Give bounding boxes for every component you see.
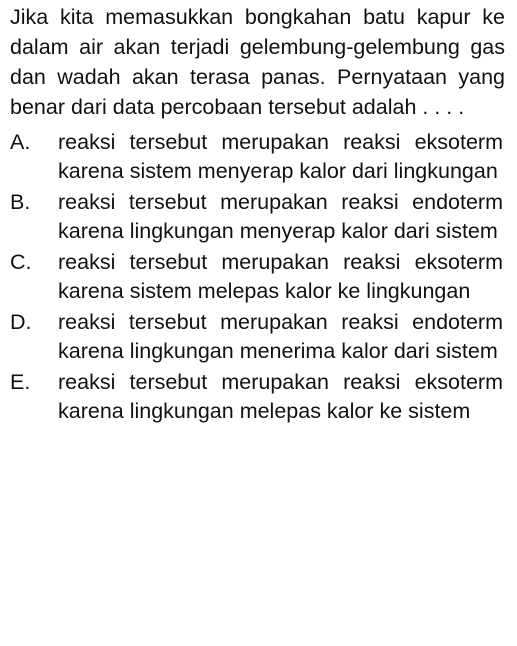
option-letter: E. — [10, 370, 31, 394]
option-text: reaksi tersebut merupakan reaksi eksoterm karena sistem melepas kalor ke lingkungan — [58, 250, 503, 303]
option-text: reaksi tersebut merupakan reaksi eksoterm karena sistem menyerap kalor dari lingkungan — [58, 130, 503, 183]
option-d[interactable] — [10, 308, 505, 366]
answer-options — [10, 128, 505, 426]
question-text: Jika kita memasukkan bongkahan batu kapur ke dalam air akan terjadi gelembung-gelembung gas dan wadah akan terasa panas. Pernyataan yang benar dari data percobaan tersebut adalah . . . . — [10, 5, 505, 119]
option-letter: D. — [10, 310, 32, 334]
option-e[interactable] — [10, 368, 505, 426]
option-letter: C. — [10, 250, 32, 274]
option-text: reaksi tersebut merupakan reaksi endoterm karena lingkungan menerima kalor dari sistem — [58, 310, 503, 363]
option-a[interactable] — [10, 128, 505, 186]
option-letter: B. — [10, 190, 31, 214]
option-letter: A. — [10, 130, 31, 154]
option-b[interactable] — [10, 188, 505, 246]
option-text: reaksi tersebut merupakan reaksi eksoterm karena lingkungan melepas kalor ke sistem — [58, 370, 503, 423]
option-text: reaksi tersebut merupakan reaksi endoterm karena lingkungan menyerap kalor dari sistem — [58, 190, 503, 243]
option-c[interactable] — [10, 248, 505, 306]
